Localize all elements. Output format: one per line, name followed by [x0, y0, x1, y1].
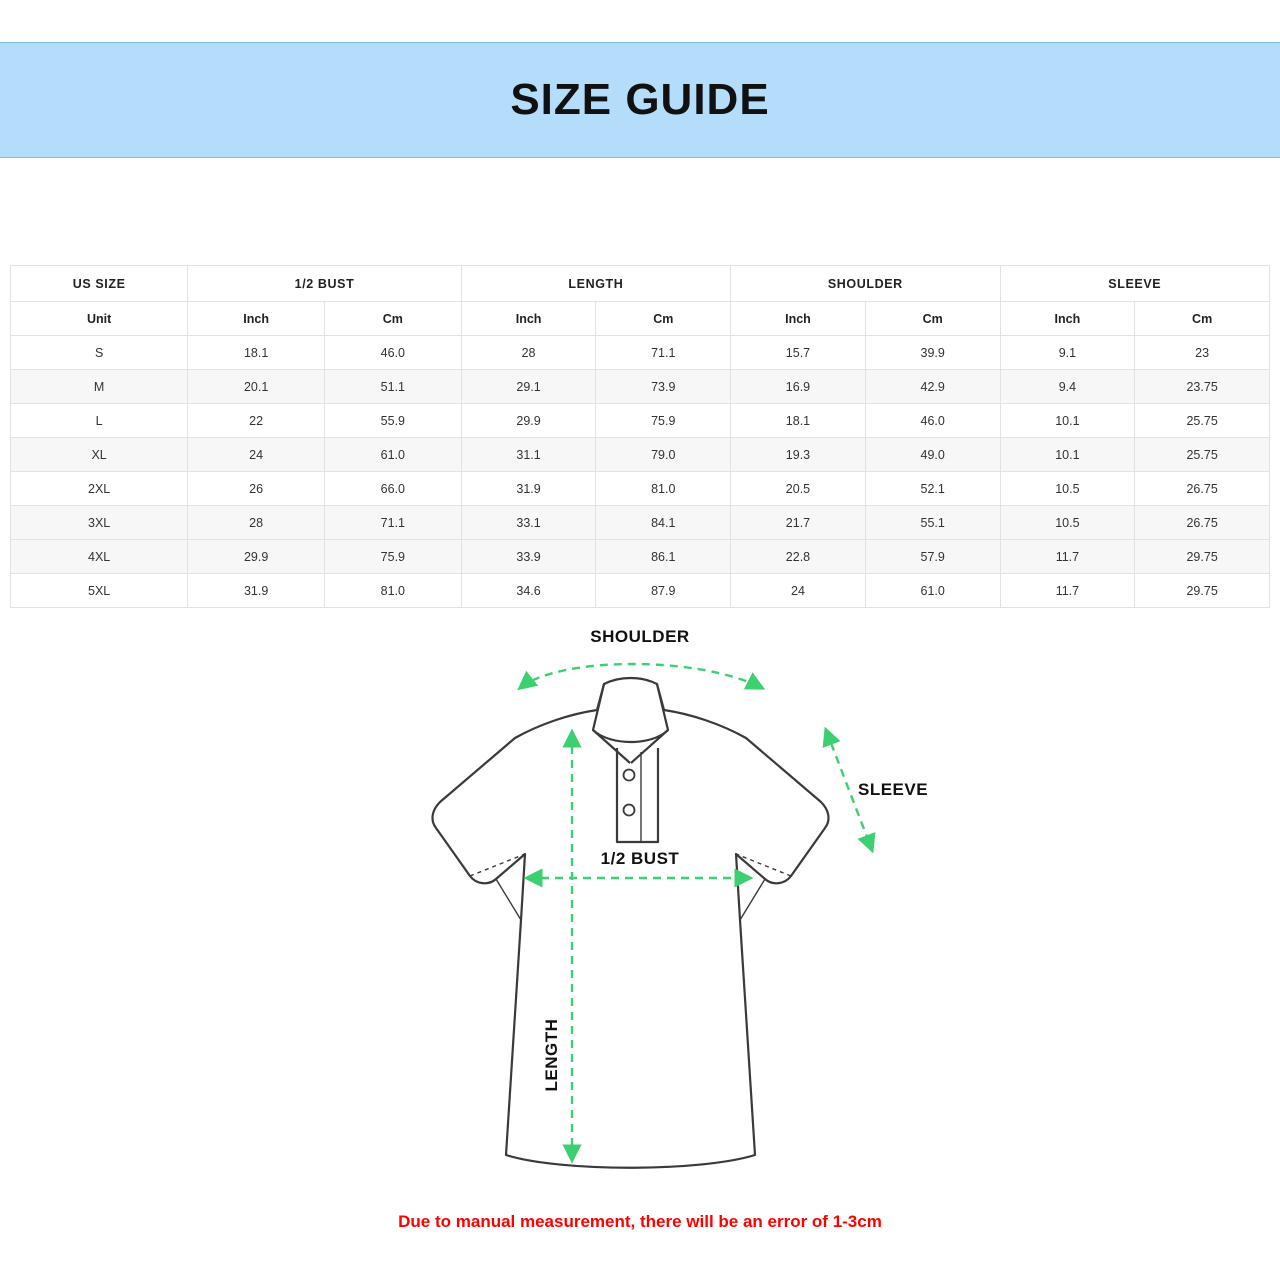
cell-length-inch: 33.9 — [461, 540, 596, 574]
cell-sleeve-inch: 11.7 — [1000, 540, 1135, 574]
page-title: SIZE GUIDE — [510, 75, 770, 124]
cell-bust-cm: 66.0 — [324, 472, 461, 506]
header-length: LENGTH — [461, 266, 730, 302]
shoulder-arrow — [520, 664, 762, 688]
cell-sleeve-cm: 29.75 — [1135, 540, 1270, 574]
cell-shoulder-cm: 39.9 — [865, 336, 1000, 370]
unit-sleeve-cm: Cm — [1135, 302, 1270, 336]
cell-bust-inch: 28 — [188, 506, 325, 540]
cell-bust-cm: 51.1 — [324, 370, 461, 404]
cell-size: 4XL — [11, 540, 188, 574]
button-icon — [624, 770, 635, 781]
bust-label: 1/2 BUST — [600, 849, 680, 868]
cell-sleeve-cm: 26.75 — [1135, 472, 1270, 506]
cell-bust-cm: 55.9 — [324, 404, 461, 438]
cell-length-inch: 28 — [461, 336, 596, 370]
table-row — [11, 438, 1270, 472]
cell-size: M — [11, 370, 188, 404]
header-half-bust: 1/2 BUST — [188, 266, 461, 302]
cell-shoulder-inch: 15.7 — [731, 336, 866, 370]
cell-bust-inch: 24 — [188, 438, 325, 472]
cell-length-cm: 86.1 — [596, 540, 731, 574]
cell-sleeve-inch: 9.4 — [1000, 370, 1135, 404]
cell-length-cm: 73.9 — [596, 370, 731, 404]
unit-length-inch: Inch — [461, 302, 596, 336]
cell-shoulder-cm: 52.1 — [865, 472, 1000, 506]
unit-shoulder-inch: Inch — [731, 302, 866, 336]
cell-length-inch: 31.1 — [461, 438, 596, 472]
cell-length-inch: 31.9 — [461, 472, 596, 506]
cell-shoulder-cm: 55.1 — [865, 506, 1000, 540]
cell-length-inch: 29.1 — [461, 370, 596, 404]
sleeve-label: SLEEVE — [858, 780, 929, 799]
cell-shoulder-inch: 18.1 — [731, 404, 866, 438]
cell-shoulder-inch: 19.3 — [731, 438, 866, 472]
unit-bust-cm: Cm — [324, 302, 461, 336]
cell-length-cm: 81.0 — [596, 472, 731, 506]
cell-shoulder-inch: 21.7 — [731, 506, 866, 540]
cell-sleeve-cm: 25.75 — [1135, 438, 1270, 472]
cell-shoulder-inch: 16.9 — [731, 370, 866, 404]
cell-bust-inch: 20.1 — [188, 370, 325, 404]
cell-sleeve-inch: 10.5 — [1000, 472, 1135, 506]
cell-bust-inch: 29.9 — [188, 540, 325, 574]
cell-size: L — [11, 404, 188, 438]
cell-sleeve-inch: 11.7 — [1000, 574, 1135, 608]
cell-length-cm: 75.9 — [596, 404, 731, 438]
cell-size: XL — [11, 438, 188, 472]
cell-sleeve-inch: 10.1 — [1000, 438, 1135, 472]
length-label: LENGTH — [542, 1018, 561, 1092]
cell-length-cm: 79.0 — [596, 438, 731, 472]
cell-bust-cm: 71.1 — [324, 506, 461, 540]
cell-length-inch: 34.6 — [461, 574, 596, 608]
table-unit-row — [11, 302, 1270, 336]
cell-bust-cm: 46.0 — [324, 336, 461, 370]
table-row — [11, 336, 1270, 370]
cell-bust-inch: 31.9 — [188, 574, 325, 608]
table-row — [11, 506, 1270, 540]
table-row — [11, 370, 1270, 404]
unit-sleeve-inch: Inch — [1000, 302, 1135, 336]
table-row — [11, 404, 1270, 438]
cell-sleeve-inch: 9.1 — [1000, 336, 1135, 370]
cell-sleeve-cm: 29.75 — [1135, 574, 1270, 608]
cell-length-inch: 33.1 — [461, 506, 596, 540]
size-table — [10, 265, 1270, 608]
table-group-header-row — [11, 266, 1270, 302]
cell-shoulder-cm: 57.9 — [865, 540, 1000, 574]
cell-shoulder-inch: 22.8 — [731, 540, 866, 574]
table-row — [11, 574, 1270, 608]
cell-length-cm: 84.1 — [596, 506, 731, 540]
cell-shoulder-inch: 24 — [731, 574, 866, 608]
measurement-diagram — [0, 620, 1280, 1200]
table-row — [11, 472, 1270, 506]
cell-sleeve-cm: 26.75 — [1135, 506, 1270, 540]
size-table-container — [10, 265, 1270, 608]
cell-sleeve-cm: 25.75 — [1135, 404, 1270, 438]
cell-length-cm: 87.9 — [596, 574, 731, 608]
unit-shoulder-cm: Cm — [865, 302, 1000, 336]
cell-sleeve-inch: 10.5 — [1000, 506, 1135, 540]
cell-size: 5XL — [11, 574, 188, 608]
cell-size: 2XL — [11, 472, 188, 506]
cell-bust-cm: 75.9 — [324, 540, 461, 574]
header-us-size: US SIZE — [11, 266, 188, 302]
cell-length-cm: 71.1 — [596, 336, 731, 370]
cell-sleeve-cm: 23 — [1135, 336, 1270, 370]
unit-bust-inch: Inch — [188, 302, 325, 336]
button-icon — [624, 805, 635, 816]
header-sleeve: SLEEVE — [1000, 266, 1269, 302]
cell-sleeve-inch: 10.1 — [1000, 404, 1135, 438]
cell-sleeve-cm: 23.75 — [1135, 370, 1270, 404]
unit-label: Unit — [11, 302, 188, 336]
cell-bust-inch: 18.1 — [188, 336, 325, 370]
cell-shoulder-inch: 20.5 — [731, 472, 866, 506]
cell-shoulder-cm: 61.0 — [865, 574, 1000, 608]
cell-shoulder-cm: 49.0 — [865, 438, 1000, 472]
cell-bust-inch: 22 — [188, 404, 325, 438]
cell-shoulder-cm: 46.0 — [865, 404, 1000, 438]
cell-size: S — [11, 336, 188, 370]
cell-bust-inch: 26 — [188, 472, 325, 506]
polo-shirt-outline — [433, 678, 829, 1168]
cell-shoulder-cm: 42.9 — [865, 370, 1000, 404]
table-row — [11, 540, 1270, 574]
measurement-disclaimer: Due to manual measurement, there will be an error of 1-3cm — [398, 1212, 882, 1231]
shoulder-label: SHOULDER — [590, 627, 690, 646]
cell-size: 3XL — [11, 506, 188, 540]
cell-length-inch: 29.9 — [461, 404, 596, 438]
cell-bust-cm: 61.0 — [324, 438, 461, 472]
unit-length-cm: Cm — [596, 302, 731, 336]
header-shoulder: SHOULDER — [731, 266, 1000, 302]
cell-bust-cm: 81.0 — [324, 574, 461, 608]
header-banner — [0, 42, 1280, 158]
